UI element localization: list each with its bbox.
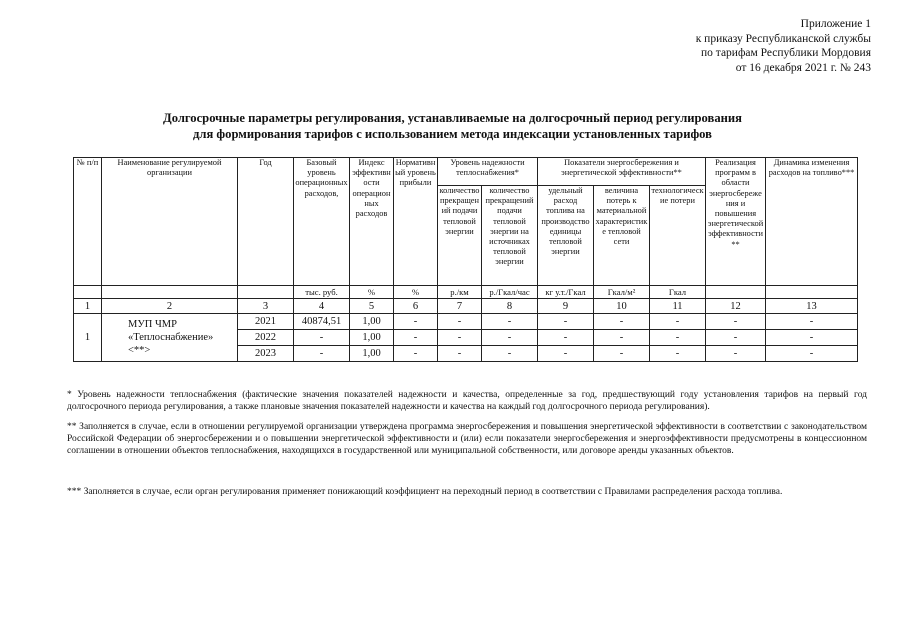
title-line-2: для формирования тарифов с использованием метода индексации установленных тарифов xyxy=(193,127,712,141)
cell-fuel-dynamics: - xyxy=(766,314,858,330)
cell-en-fuel: - xyxy=(538,346,594,362)
cell-fuel-dynamics: - xyxy=(766,346,858,362)
header-num: № п/п xyxy=(74,158,102,286)
appendix-line-2: к приказу Республиканской службы xyxy=(695,32,871,45)
cell-en-fuel: - xyxy=(538,330,594,346)
unit-profit: % xyxy=(394,286,438,299)
cell-en-losses: - xyxy=(594,346,650,362)
col-number: 12 xyxy=(706,299,766,314)
col-number: 3 xyxy=(238,299,294,314)
footnote-fuel: *** Заполняется в случае, если орган регулирования применяет понижающий коэффициент на переходный период в соответствии с Правилами распределения расхода топлива. xyxy=(67,487,783,497)
cell-profit: - xyxy=(394,314,438,330)
header-en-losses: величина потерь к материальной характеристике тепловой сети xyxy=(594,186,650,286)
cell-year: 2023 xyxy=(238,346,294,362)
cell-rel-count: - xyxy=(438,346,482,362)
cell-index: 1,00 xyxy=(350,314,394,330)
header-org-name: Наименование регулируемой организации xyxy=(102,158,238,286)
appendix-block xyxy=(696,17,871,75)
header-fuel-dynamics: Динамика изменения расходов на топливо*** xyxy=(766,158,858,286)
cell-rel-sources: - xyxy=(482,330,538,346)
header-rel-sources: количество прекращений подачи тепловой энергии на источниках тепловой энергии xyxy=(482,186,538,286)
cell-rel-count: - xyxy=(438,330,482,346)
footnote-reliability: * Уровень надежности теплоснабжения (фактические значения показателей надежности и качества, определенные за год, предшествующий году установления тарифов на первый год долгосрочного периода регулирования, а также плановые значения показателей надежности и качества на каждый год долгосрочного периода регулирования). xyxy=(67,390,867,413)
unit-index: % xyxy=(350,286,394,299)
unit-en-fuel: кг у.т./Гкал xyxy=(538,286,594,299)
cell-rel-sources: - xyxy=(482,314,538,330)
header-reliability: Уровень надежности теплоснабжения* xyxy=(438,158,538,186)
appendix-line-3: по тарифам Республики Мордовия xyxy=(701,47,871,59)
org-name-line-1: МУП ЧМР xyxy=(128,319,177,330)
org-name-line-3: <**> xyxy=(128,345,151,356)
header-year: Год xyxy=(238,158,294,286)
cell-rel-sources: - xyxy=(482,346,538,362)
cell-programs: - xyxy=(706,330,766,346)
col-number: 2 xyxy=(102,299,238,314)
col-number: 11 xyxy=(650,299,706,314)
cell-en-fuel: - xyxy=(538,314,594,330)
col-number: 13 xyxy=(766,299,858,314)
cell-programs: - xyxy=(706,346,766,362)
table-row xyxy=(74,314,858,330)
col-number: 6 xyxy=(394,299,438,314)
header-efficiency-index: Индекс эффективности операционных расходов xyxy=(350,158,394,286)
col-number: 9 xyxy=(538,299,594,314)
footnote-energy-saving: ** Заполняется в случае, если в отношении регулируемой организации утверждена программа энергосбережения и повышения энергетической эффективности в соответствии с законодательством Российской Федерации об энергосбережении и о повышении энергетической эффективности и (или) если показатели энергосбережения и энергоэффективности предусмотрены в концессионном соглашении в отношении объектов теплоснабжения, находящихся в государственной или муниципальной собственности, или договоре аренды указанных объектов. xyxy=(67,422,867,457)
cell-base: - xyxy=(294,330,350,346)
unit-base: тыс. руб. xyxy=(294,286,350,299)
cell-en-losses: - xyxy=(594,330,650,346)
cell-en-tech: - xyxy=(650,346,706,362)
cell-base: 40874,51 xyxy=(294,314,350,330)
col-number: 10 xyxy=(594,299,650,314)
cell-profit: - xyxy=(394,346,438,362)
col-number: 5 xyxy=(350,299,394,314)
cell-programs: - xyxy=(706,314,766,330)
org-name-line-2: «Теплоснабжение» xyxy=(128,332,214,343)
header-en-tech: технологические потери xyxy=(650,186,706,286)
header-profit-level: Нормативный уровень прибыли xyxy=(394,158,438,286)
row-number: 1 xyxy=(74,314,102,362)
cell-en-losses: - xyxy=(594,314,650,330)
title-line-1: Долгосрочные параметры регулирования, устанавливаемые на долгосрочный период регулирования xyxy=(163,111,742,125)
header-energy-saving: Показатели энергосбережения и энергетической эффективности** xyxy=(538,158,706,186)
unit-rel-count: р./км xyxy=(438,286,482,299)
cell-index: 1,00 xyxy=(350,330,394,346)
appendix-line-4: от 16 декабря 2021 г. № 243 xyxy=(735,61,871,74)
cell-profit: - xyxy=(394,330,438,346)
col-number: 4 xyxy=(294,299,350,314)
cell-rel-count: - xyxy=(438,314,482,330)
unit-rel-sources: р./Гкал/час xyxy=(482,286,538,299)
header-rel-count: количество прекращений подачи тепловой энергии xyxy=(438,186,482,286)
org-name xyxy=(102,314,238,362)
cell-year: 2022 xyxy=(238,330,294,346)
cell-index: 1,00 xyxy=(350,346,394,362)
document-title xyxy=(0,110,905,142)
cell-en-tech: - xyxy=(650,314,706,330)
col-number: 1 xyxy=(74,299,102,314)
appendix-line-1: Приложение 1 xyxy=(800,18,871,30)
unit-en-tech: Гкал xyxy=(650,286,706,299)
col-number: 8 xyxy=(482,299,538,314)
unit-en-losses: Гкал/м² xyxy=(594,286,650,299)
header-en-fuel: удельный расход топлива на производство единицы тепловой энергии xyxy=(538,186,594,286)
cell-year: 2021 xyxy=(238,314,294,330)
parameters-table xyxy=(73,157,858,362)
cell-base: - xyxy=(294,346,350,362)
col-number: 7 xyxy=(438,299,482,314)
cell-en-tech: - xyxy=(650,330,706,346)
header-base-costs: Базовый уровень операционных расходов, xyxy=(294,158,350,286)
cell-fuel-dynamics: - xyxy=(766,330,858,346)
header-programs: Реализация программ в области энергосбережения и повышения энергетической эффективности** xyxy=(706,158,766,286)
